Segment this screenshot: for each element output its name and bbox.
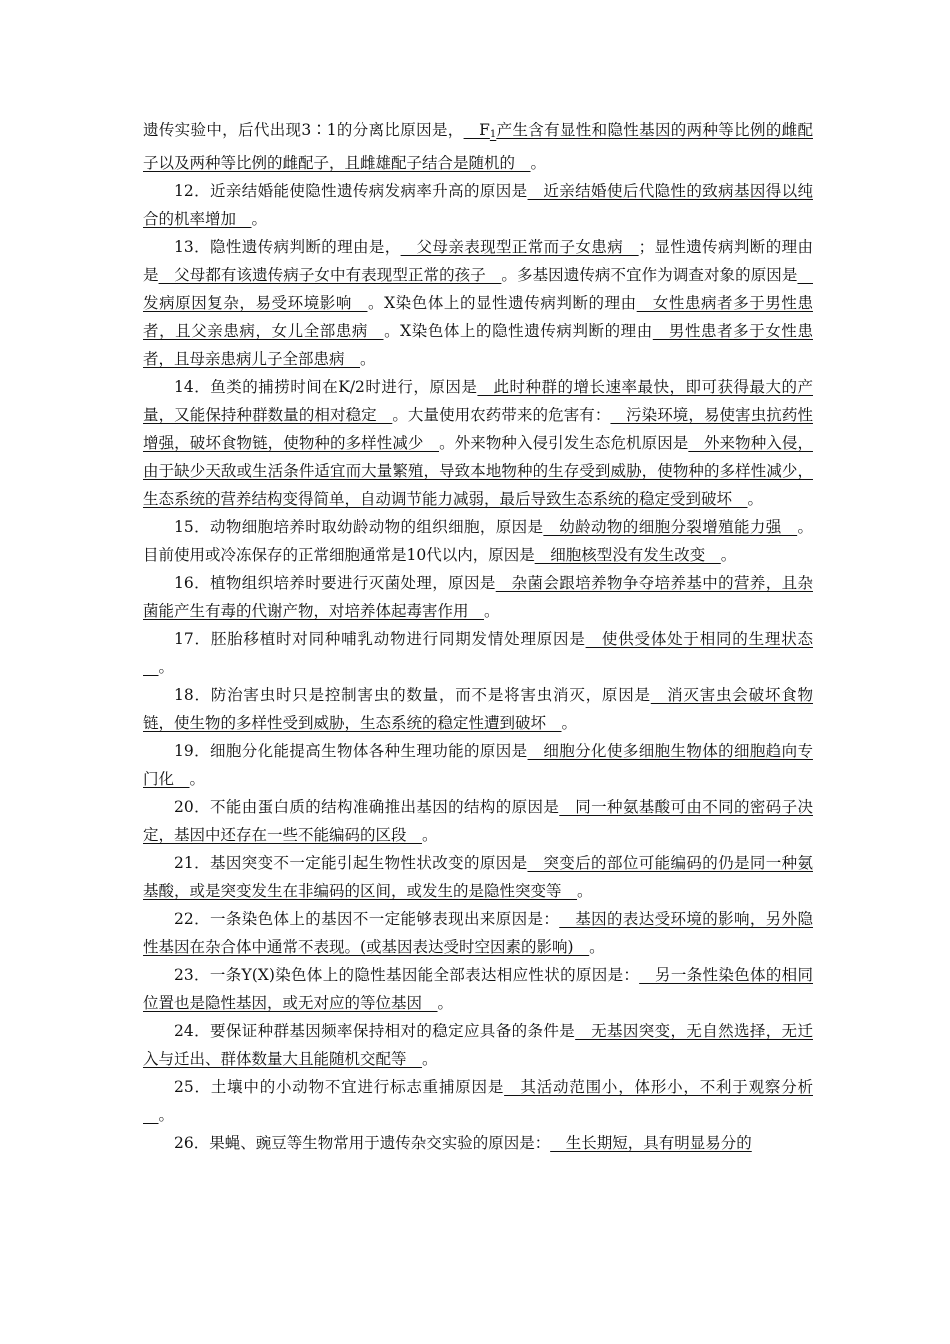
document-page: [143, 116, 813, 1157]
question-text: 。: [437, 994, 454, 1012]
question-text: 。外来物种入侵引发生态危机原因是: [438, 434, 689, 452]
answer-text: __发病原因复杂，易受环境影响__: [143, 266, 813, 312]
question-paragraph: [143, 849, 813, 905]
answer-text: __其活动范围小，体形小，不利于观察分析__: [143, 1078, 813, 1124]
question-text: 。: [577, 882, 593, 900]
question-text: 。: [189, 770, 206, 788]
question-paragraph: [143, 1073, 813, 1129]
answer-text: __使供受体处于相同的生理状态__: [143, 630, 813, 676]
answer-text: __女性患病者多于男性患者，且父亲患病，女儿全部患病__: [143, 294, 813, 340]
answer-text: 产生含有显性和隐性基因的两种等比例的雌配子以及两种等比例的雌配子，且雌雄配子结合是随机的__: [143, 121, 813, 172]
question-text: 。: [747, 490, 764, 508]
question-paragraph: [143, 1129, 813, 1157]
question-paragraph: [143, 1017, 813, 1073]
question-paragraph: [143, 177, 813, 233]
question-paragraph: [143, 961, 813, 1017]
question-text: 。: [720, 546, 737, 564]
question-paragraph: [143, 793, 813, 849]
question-text: 。: [530, 154, 547, 172]
answer-text: __消灭害虫会破坏食物链，使生物的多样性受到威胁，生态系统的稳定性遭到破坏__: [143, 686, 813, 732]
question-text: 。: [158, 1106, 175, 1124]
question-text: 。多基因遗传病不宜作为调查对象的原因是: [501, 266, 798, 284]
question-text: 遗传实验中，后代出现3∶1的分离比原因是，: [143, 121, 464, 139]
answer-text: __污染环境，易使害虫抗药性增强，破坏食物链，使物种的多样性减少__: [143, 406, 813, 452]
question-text: 。: [158, 658, 175, 676]
question-paragraph: [143, 737, 813, 793]
question-text: 16．植物组织培养时要进行灭菌处理，原因是: [174, 574, 496, 592]
question-paragraph: [143, 681, 813, 737]
question-text: 。: [561, 714, 578, 732]
question-text: 。X染色体上的隐性遗传病判断的理由: [383, 322, 653, 340]
answer-text: __父母都有该遗传病子女中有表现型正常的孩子__: [158, 266, 502, 284]
question-text: 13．隐性遗传病判断的理由是，: [174, 238, 401, 256]
question-text: 19．细胞分化能提高生物体各种生理功能的原因是: [174, 742, 528, 760]
question-text: 。X染色体上的显性遗传病判断的理由: [367, 294, 637, 312]
question-text: 。: [251, 210, 268, 228]
question-text: 18．防治害虫时只是控制害虫的数量，而不是将害虫消灭，原因是: [174, 686, 651, 704]
answer-text: __父母亲表现型正常而子女患病__: [400, 238, 639, 256]
question-text: 。: [422, 1050, 438, 1068]
question-paragraph: [143, 905, 813, 961]
answer-text: __外来物种入侵，由于缺少天敌或生活条件适宜而大量繁殖，导致本地物种的生存受到威胁，使物种的多样性减少，生态系统的营养结构变得简单，自动调节能力减弱，最后导致生态系统的稳定受到破坏__: [143, 434, 813, 508]
question-paragraph: [143, 116, 813, 177]
question-text: 14．鱼类的捕捞时间在K/2时进行，原因是: [174, 378, 478, 396]
question-text: 20．不能由蛋白质的结构准确推出基因的结构的原因是: [174, 798, 560, 816]
question-paragraph: [143, 233, 813, 373]
question-paragraph: [143, 373, 813, 513]
answer-text: 1: [489, 129, 497, 140]
answer-text: __细胞分化使多细胞生物体的细胞趋向专门化__: [143, 742, 813, 788]
answer-text: __基因的表达受环境的影响，另外隐性基因在杂合体中通常不表现。(或基因表达受时空因素的影响)__: [143, 910, 813, 956]
question-text: 12．近亲结婚能使隐性遗传病发病率升高的原因是: [174, 182, 528, 200]
answer-text: __细胞核型没有发生改变__: [534, 546, 721, 564]
question-paragraph: [143, 625, 813, 681]
answer-text: __无基因突变，无自然选择，无迁入与迁出、群体数量大且能随机交配等__: [143, 1022, 813, 1068]
answer-text: __F: [463, 121, 490, 139]
question-text: 。: [484, 602, 500, 620]
question-text: 26．果蝇、豌豆等生物常用于遗传杂交实验的原因是：: [174, 1134, 551, 1152]
question-text: 。: [422, 826, 438, 844]
question-text: 25．土壤中的小动物不宜进行标志重捕原因是: [174, 1078, 505, 1096]
question-text: 。: [589, 938, 605, 956]
question-text: ；显性遗传病判断的理由是: [143, 238, 813, 284]
question-text: 。大量使用农药带来的危害有：: [392, 406, 611, 424]
answer-text: __另一条性染色体的相同位置也是隐性基因，或无对应的等位基因__: [143, 966, 813, 1012]
answer-text: __此时种群的增长速率最快，即可获得最大的产量，又能保持种群数量的相对稳定__: [143, 378, 813, 424]
answer-text: __幼龄动物的细胞分裂增殖能力强__: [543, 518, 798, 536]
answer-text: __杂菌会跟培养物争夺培养基中的营养，且杂菌能产生有毒的代谢产物，对培养体起毒害作用__: [143, 574, 813, 620]
answer-text: __突变后的部位可能编码的仍是同一种氨基酸，或是突变发生在非编码的区间，或发生的是隐性突变等__: [143, 854, 813, 900]
question-text: 24．要保证种群基因频率保持相对的稳定应具备的条件是: [174, 1022, 576, 1040]
question-text: 。: [360, 350, 376, 368]
question-paragraph: [143, 569, 813, 625]
question-text: 17．胚胎移植时对同种哺乳动物进行同期发情处理原因是: [174, 630, 586, 648]
answer-text: __男性患者多于女性患者，且母亲患病儿子全部患病__: [143, 322, 813, 368]
question-text: 23．一条Y(X)染色体上的隐性基因能全部表达相应性状的原因是：: [174, 966, 640, 984]
question-text: 。目前使用或冷冻保存的正常细胞通常是10代以内，原因是: [143, 518, 813, 564]
question-text: 15．动物细胞培养时取幼龄动物的组织细胞，原因是: [174, 518, 544, 536]
question-text: 21．基因突变不一定能引起生物性状改变的原因是: [174, 854, 528, 872]
question-text: 22．一条染色体上的基因不一定能够表现出来原因是：: [174, 910, 560, 928]
answer-text: __近亲结婚使后代隐性的致病基因得以纯合的机率增加__: [143, 182, 813, 228]
answer-text: __生长期短，具有明显易分的: [550, 1134, 752, 1152]
answer-text: __同一种氨基酸可由不同的密码子决定，基因中还存在一些不能编码的区段__: [143, 798, 813, 844]
question-paragraph: [143, 513, 813, 569]
